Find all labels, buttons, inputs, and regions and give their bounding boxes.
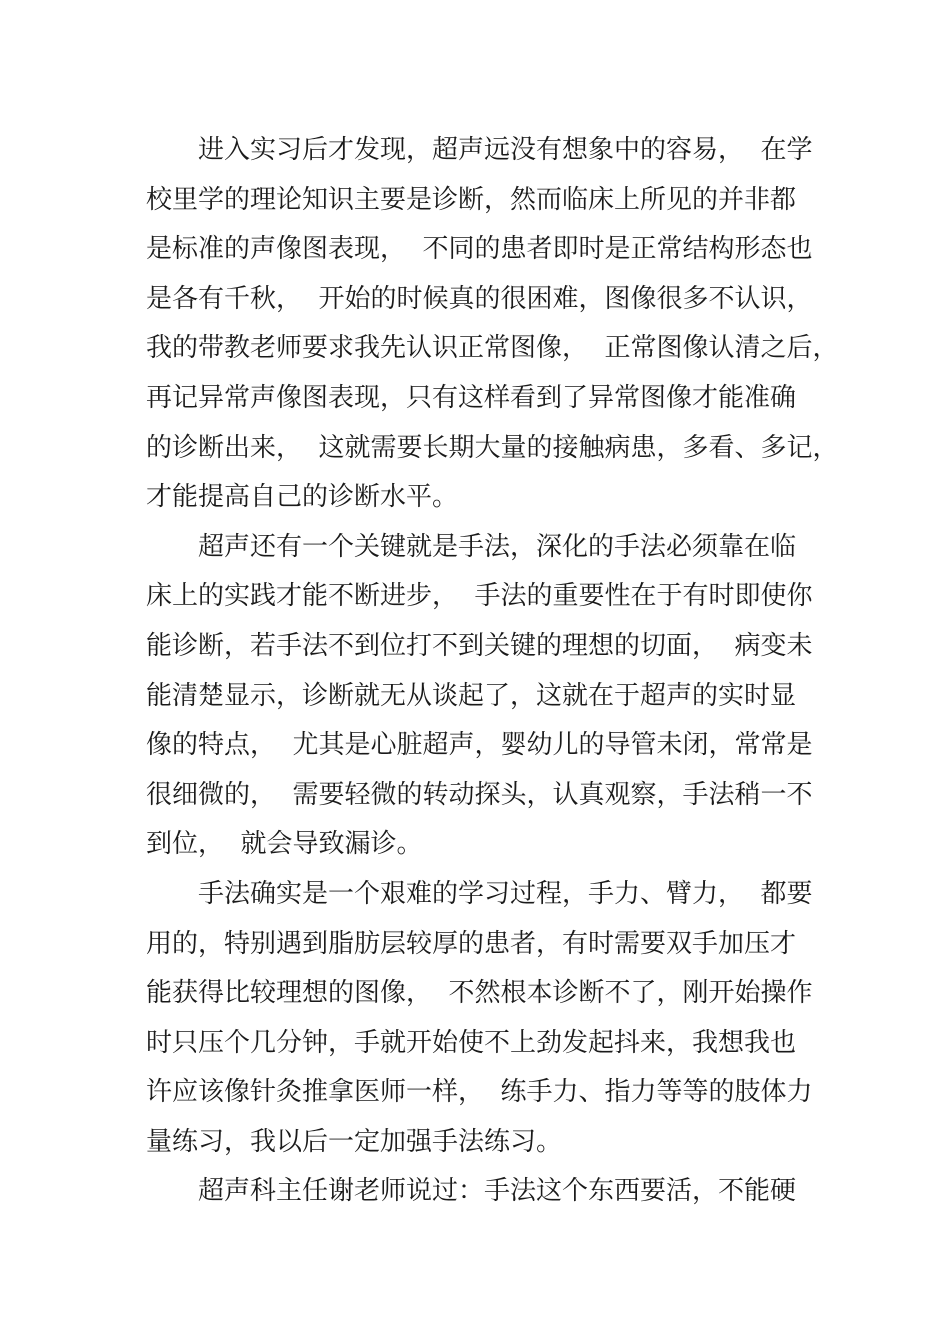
paragraph-line: 才能提高自己的诊断水平。 bbox=[146, 482, 459, 513]
document-body bbox=[146, 126, 839, 1217]
paragraph-line: 校里学的理论知识主要是诊断，然而临床上所见的并非都 bbox=[146, 184, 797, 215]
paragraph-line: 用的，特别遇到脂肪层较厚的患者，有时需要双手加压才 bbox=[146, 928, 797, 959]
paragraph-line: 时只压个几分钟，手就开始使不上劲发起抖来，我想我也 bbox=[146, 1027, 797, 1058]
paragraph-line: 能获得比较理想的图像， 不然根本诊断不了，刚开始操作 bbox=[146, 978, 813, 1009]
paragraph-line: 许应该像针灸推拿医师一样， 练手力、指力等等的肢体力 bbox=[146, 1077, 813, 1108]
paragraph-line: 手法确实是一个艰难的学习过程，手力、臂力， 都要 bbox=[198, 878, 813, 909]
paragraph-line: 能诊断，若手法不到位打不到关键的理想的切面， 病变未 bbox=[146, 630, 813, 661]
paragraph-line: 是各有千秋， 开始的时候真的很困难，图像很多不认识， bbox=[146, 283, 813, 314]
paragraph-line: 床上的实践才能不断进步， 手法的重要性在于有时即使你 bbox=[146, 581, 813, 612]
paragraph-line: 再记异常声像图表现，只有这样看到了异常图像才能准确 bbox=[146, 382, 797, 413]
paragraph-line: 是标准的声像图表现， 不同的患者即时是正常结构形态也 bbox=[146, 234, 813, 265]
paragraph-line: 到位， 就会导致漏诊。 bbox=[146, 829, 423, 860]
paragraph-line: 能清楚显示，诊断就无从谈起了，这就在于超声的实时显 bbox=[146, 680, 797, 711]
paragraph-line: 量练习，我以后一定加强手法练习。 bbox=[146, 1126, 563, 1157]
paragraph-line: 超声还有一个关键就是手法，深化的手法必须靠在临 bbox=[198, 531, 797, 562]
paragraph-line: 我的带教老师要求我先认识正常图像， 正常图像认清之后， bbox=[146, 333, 839, 364]
paragraph-line: 超声科主任谢老师说过：手法这个东西要活，不能硬 bbox=[198, 1176, 797, 1207]
paragraph-line: 像的特点， 尤其是心脏超声，婴幼儿的导管未闭，常常是 bbox=[146, 730, 813, 761]
paragraph-line: 很细微的， 需要轻微的转动探头，认真观察，手法稍一不 bbox=[146, 779, 813, 810]
paragraph-line: 进入实习后才发现，超声远没有想象中的容易， 在学 bbox=[198, 135, 813, 165]
paragraph-line: 的诊断出来， 这就需要长期大量的接触病患，多看、多记， bbox=[146, 432, 839, 463]
